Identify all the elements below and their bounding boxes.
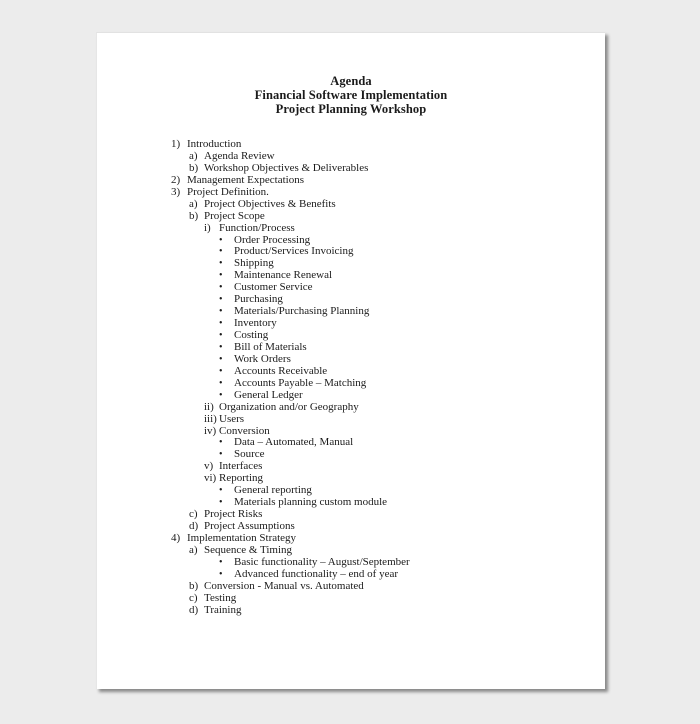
list-item-text: Work Orders <box>234 352 291 365</box>
list-item-text: Sequence & Timing <box>204 543 293 556</box>
list-item-text: Project Definition. <box>187 185 269 198</box>
list-item-text: Function/Process <box>219 221 295 234</box>
bullet-icon: • <box>219 294 223 306</box>
title-line-subject: Financial Software Implementation <box>254 88 448 102</box>
list-marker: b) <box>189 579 199 592</box>
bullet-icon: • <box>219 389 223 401</box>
list-item-text: Reporting <box>219 472 263 485</box>
list-item-text: Advanced functionality – end of year <box>234 567 399 580</box>
document-page <box>96 32 605 689</box>
list-item-text: General Ledger <box>234 388 303 401</box>
outline-bullet-item <box>97 437 605 449</box>
list-marker: c) <box>189 508 198 521</box>
outline-item <box>97 211 605 223</box>
outline-bullet-item <box>97 342 605 354</box>
list-marker: b) <box>189 209 199 222</box>
outline-item <box>97 223 605 235</box>
bullet-icon: • <box>219 258 223 270</box>
bullet-icon: • <box>219 318 223 330</box>
list-item-text: Maintenance Renewal <box>234 269 333 282</box>
bullet-icon: • <box>219 353 223 365</box>
list-item-text: Customer Service <box>234 281 313 294</box>
list-item-text: Conversion <box>219 424 270 437</box>
list-item-text: Introduction <box>187 138 242 150</box>
list-item-text: Materials planning custom module <box>234 496 388 509</box>
bullet-icon: • <box>219 377 223 389</box>
bullet-icon: • <box>219 306 223 318</box>
bullet-icon: • <box>219 449 223 461</box>
list-marker: a) <box>189 197 198 210</box>
bullet-icon: • <box>219 246 223 258</box>
list-marker: a) <box>189 543 198 556</box>
list-item-text: Bill of Materials <box>234 340 307 353</box>
list-marker: 3) <box>171 185 181 198</box>
list-item-text: Accounts Receivable <box>234 364 328 377</box>
outline-item <box>97 402 605 414</box>
agenda-outline <box>97 139 605 617</box>
list-item-text: Shipping <box>234 257 274 270</box>
outline-item <box>97 175 605 187</box>
outline-bullet-item <box>97 390 605 402</box>
outline-bullet-item <box>97 557 605 569</box>
list-marker: iii) <box>204 412 217 425</box>
outline-bullet-item <box>97 282 605 294</box>
bullet-icon: • <box>219 330 223 341</box>
list-item-text: Agenda Review <box>204 149 275 162</box>
list-item-text: Interfaces <box>219 460 263 473</box>
outline-item <box>97 187 605 199</box>
list-item-text: Costing <box>234 329 269 341</box>
list-item-text: Order Processing <box>234 233 311 246</box>
bullet-icon: • <box>219 485 223 497</box>
list-item-text: Accounts Payable – Matching <box>234 376 367 389</box>
title-line-workshop: Project Planning Workshop <box>275 102 427 116</box>
bullet-icon: • <box>219 437 223 449</box>
outline-bullet-item <box>97 306 605 318</box>
list-marker: 4) <box>171 531 181 544</box>
list-marker: 2) <box>171 173 181 186</box>
list-item-text: Basic functionality – August/September <box>234 555 410 568</box>
bullet-icon: • <box>219 234 223 246</box>
outline-item <box>97 199 605 211</box>
list-item-text: Purchasing <box>234 293 283 306</box>
outline-item <box>97 581 605 593</box>
list-marker: v) <box>204 460 214 473</box>
list-item-text: General reporting <box>234 484 312 497</box>
list-item-text: Conversion - Manual vs. Automated <box>204 579 364 592</box>
list-item-text: Product/Services Invoicing <box>234 245 354 258</box>
title-line-agenda: Agenda <box>330 74 372 88</box>
list-item-text: Materials/Purchasing Planning <box>234 305 370 318</box>
list-item-text: Organization and/or Geography <box>219 400 359 413</box>
bullet-icon: • <box>219 270 223 282</box>
list-item-text: Inventory <box>234 317 277 330</box>
outline-bullet-item <box>97 258 605 270</box>
list-marker: i) <box>204 221 211 234</box>
bullet-icon: • <box>219 568 223 580</box>
list-marker: b) <box>189 161 199 174</box>
list-marker: d) <box>189 603 199 616</box>
bullet-icon: • <box>219 365 223 377</box>
list-marker: ii) <box>204 400 214 413</box>
list-item-text: Users <box>219 412 245 425</box>
list-item-text: Testing <box>204 591 237 604</box>
outline-bullet-item <box>97 497 605 509</box>
list-item-text: Project Risks <box>204 508 263 521</box>
outline-bullet-item <box>97 449 605 461</box>
list-item-text: Data – Automated, Manual <box>234 436 354 449</box>
outline-bullet-item <box>97 378 605 390</box>
list-marker: vi) <box>204 472 217 485</box>
list-marker: iv) <box>204 424 217 437</box>
outline-item <box>97 533 605 545</box>
outline-item <box>97 593 605 605</box>
bullet-icon: • <box>219 556 223 568</box>
list-item-text: Training <box>204 603 242 616</box>
list-item-text: Project Scope <box>204 209 265 222</box>
list-item-text: Implementation Strategy <box>187 531 297 544</box>
outline-bullet-item <box>97 569 605 581</box>
outline-item <box>97 139 605 151</box>
list-item-text: Workshop Objectives & Deliverables <box>204 161 369 174</box>
outline-item <box>97 461 605 473</box>
outline-item <box>97 473 605 485</box>
list-marker: a) <box>189 149 198 162</box>
document-title <box>97 74 605 116</box>
list-marker: 1) <box>171 138 181 150</box>
outline-bullet-item <box>97 330 605 342</box>
list-marker: d) <box>189 520 199 532</box>
outline-bullet-item <box>97 246 605 258</box>
list-item-text: Project Assumptions <box>204 520 295 532</box>
list-marker: c) <box>189 591 198 604</box>
bullet-icon: • <box>219 282 223 294</box>
list-item-text: Source <box>234 448 265 461</box>
bullet-icon: • <box>219 341 223 353</box>
bullet-icon: • <box>219 497 223 509</box>
outline-item <box>97 605 605 617</box>
outline-bullet-item <box>97 270 605 282</box>
list-item-text: Management Expectations <box>187 173 304 186</box>
outline-item <box>97 414 605 426</box>
outline-bullet-item <box>97 366 605 378</box>
outline-item <box>97 509 605 521</box>
list-item-text: Project Objectives & Benefits <box>204 197 336 210</box>
outline-bullet-item <box>97 354 605 366</box>
outline-bullet-item <box>97 318 605 330</box>
